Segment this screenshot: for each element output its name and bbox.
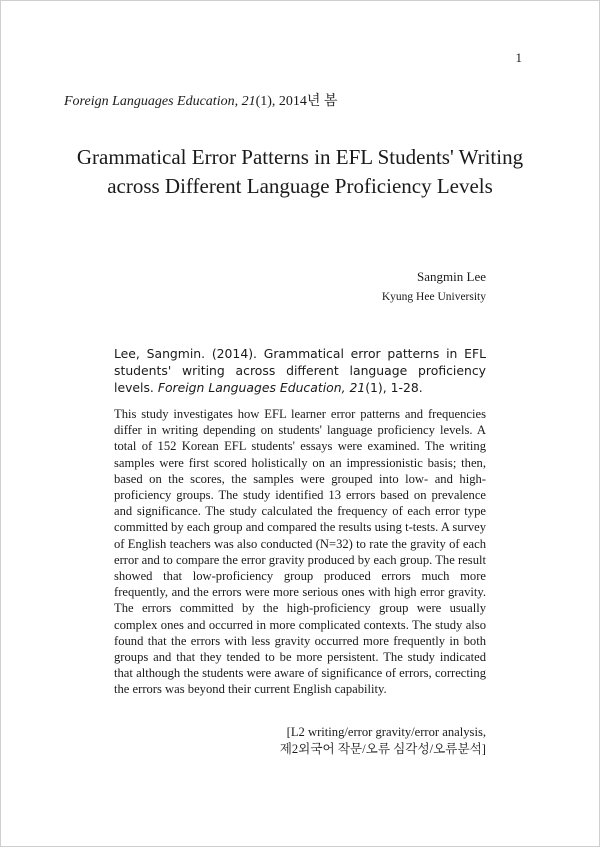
abstract: This study investigates how EFL learner error patterns and frequencies differ in writing depending on students' language proficiency levels. A total of 152 Korean EFL students' essays were examined. The writing samples were first scored holistically on an impressionistic basis; then, based on the scores, the samples were grouped into low- and high-proficiency groups. The study identified 13 errors based on prevalence and significance. The study calculated the frequency of each error type committed by each group and compared the results using t-tests. A survey of English teachers was also conducted (N=32) to rate the gravity of each error and to compare the error gravity produced by each group. The result showed that low-proficiency group produced errors much more frequently, and the errors were more serious ones with high error gravity. The errors committed by the high-proficiency group were usually complex ones and occurred in more complicated contexts. The study also found that the errors with less gravity occurred more frequently in both groups and that they tended to be more persistent. The study indicated that although the students were aware of significance of errors, correcting the errors was beyond their current English capability. [114,407,486,697]
journal-issue: (1), 2014년 봄 [255,94,338,109]
keywords [226,724,486,758]
journal-reference [64,90,337,110]
page-number: 1 [515,50,522,65]
citation [114,345,486,396]
keywords-line-1: [L2 writing/error gravity/error analysis, [286,725,486,739]
citation-journal: Foreign Languages Education, 21 [157,380,366,395]
author-name: Sangmin Lee [417,269,486,284]
citation-tail: (1), 1-28. [365,380,423,395]
citation-lead: Lee, Sangmin. (2014). Grammatical error patterns in EFL students' writing across different language proficiency levels. [114,346,486,395]
author-affiliation: Kyung Hee University [381,291,486,303]
keywords-line-2: 제2외국어 작문/오류 심각성/오류분석] [279,742,486,756]
paper-title: Grammatical Error Patterns in EFL Students' Writing across Different Language Proficiency Levels [76,145,524,198]
journal-name: Foreign Languages Education, 21 [64,94,256,109]
